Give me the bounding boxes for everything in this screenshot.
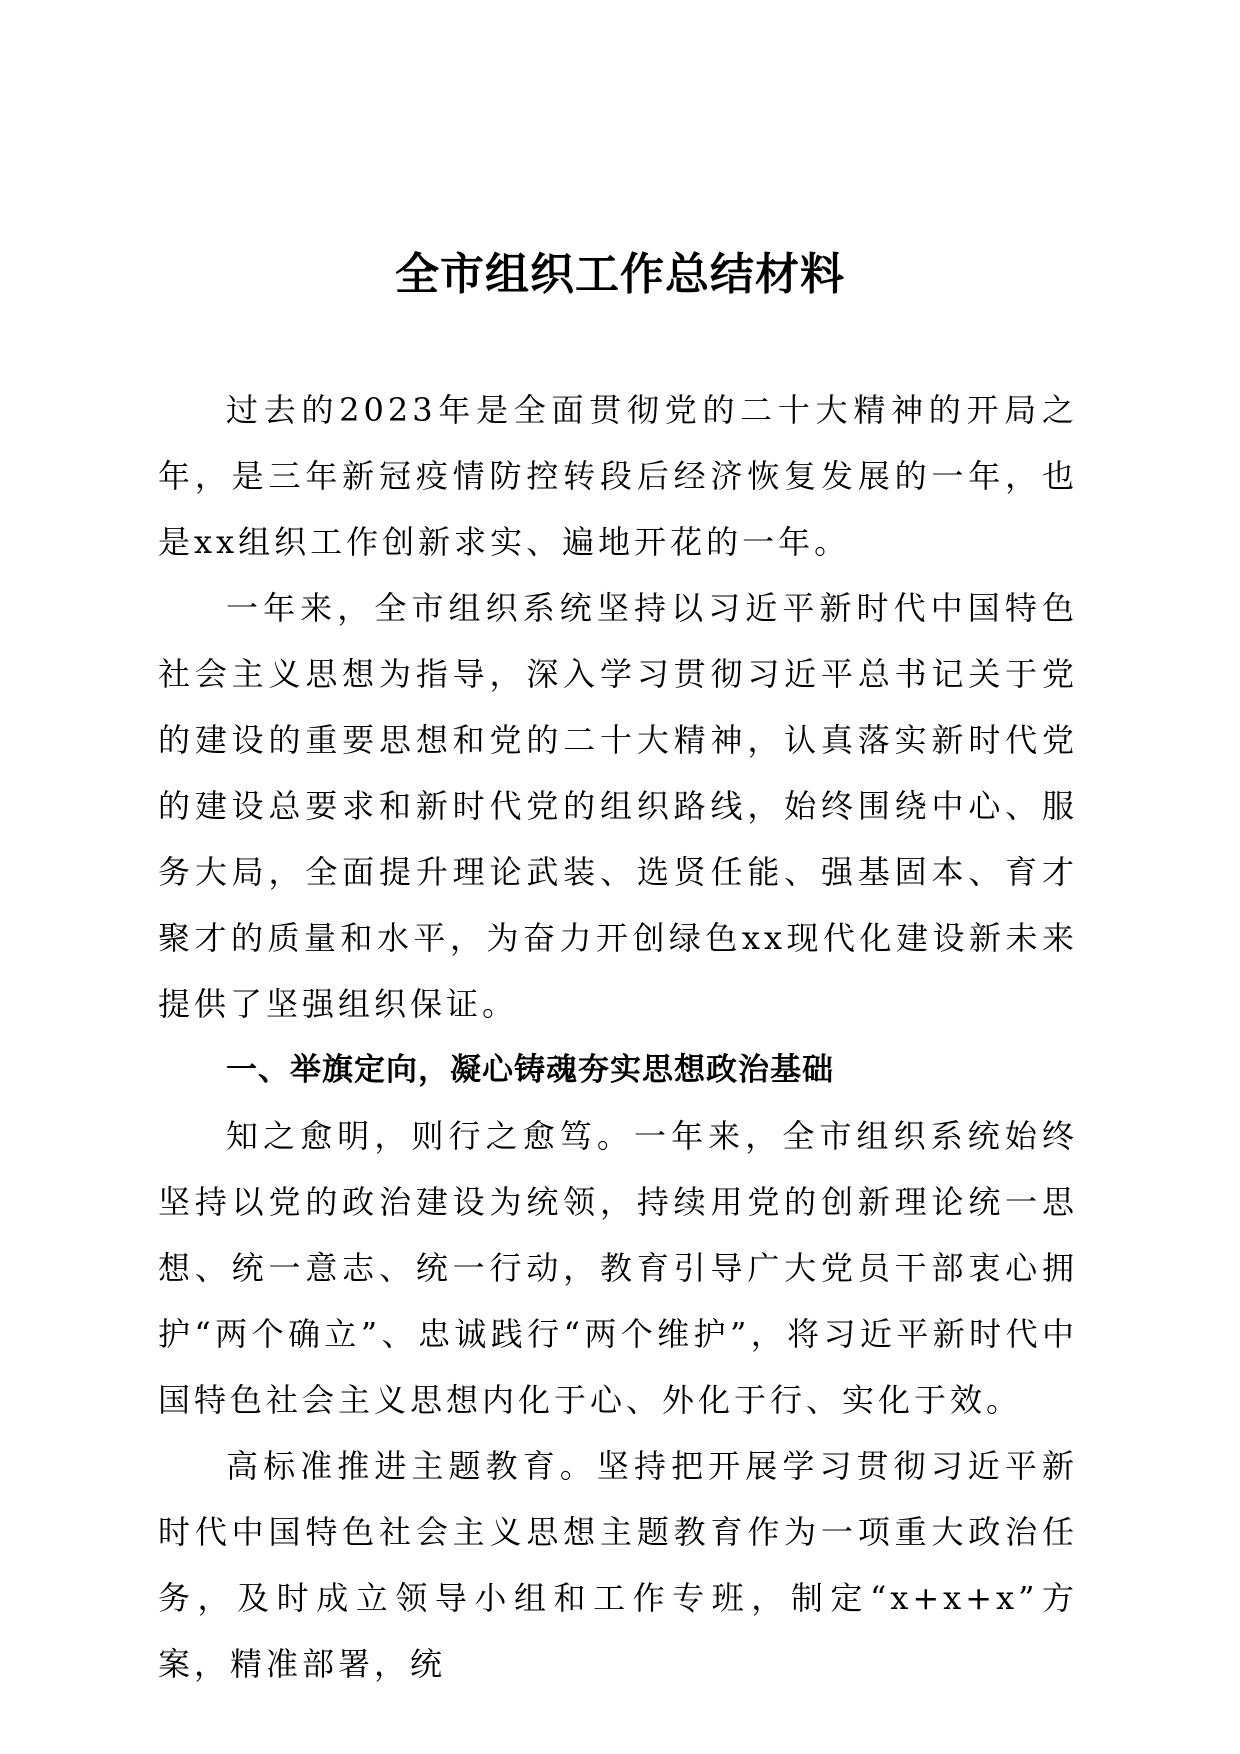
document-body: [158, 377, 1078, 1697]
section-paragraph: 高标准推进主题教育。坚持把开展学习贯彻习近平新时代中国特色社会主义思想主题教育作为一项重大政治任务，及时成立领导小组和工作专班，制定“x+x+x”方案，精准部署，统: [158, 1447, 1078, 1683]
overview-paragraph: 一年来，全市组织系统坚持以习近平新时代中国特色社会主义思想为指导，深入学习贯彻习近平总书记关于党的建设的重要思想和党的二十大精神，认真落实新时代党的建设总要求和新时代党的组织路线，始终围绕中心、服务大局，全面提升理论武装、选贤任能、强基固本、育才聚才的质量和水平，为奋力开创绿色xx现代化建设新未来提供了坚强组织保证。: [158, 589, 1078, 1023]
document-title: 全市组织工作总结材料: [395, 249, 845, 300]
section-paragraph: 知之愈明，则行之愈笃。一年来，全市组织系统始终坚持以党的政治建设为统领，持续用党的创新理论统一思想、统一意志、统一行动，教育引导广大党员干部衷心拥护“两个确立”、忠诚践行“两个维护”，将习近平新时代中国特色社会主义思想内化于心、外化于行、实化于效。: [158, 1117, 1078, 1419]
section-heading: 一、举旗定向，凝心铸魂夯实思想政治基础: [226, 1052, 834, 1088]
intro-paragraph: 过去的2023年是全面贯彻党的二十大精神的开局之年，是三年新冠疫情防控转段后经济恢复发展的一年，也是xx组织工作创新求实、遍地开花的一年。: [158, 391, 1078, 561]
